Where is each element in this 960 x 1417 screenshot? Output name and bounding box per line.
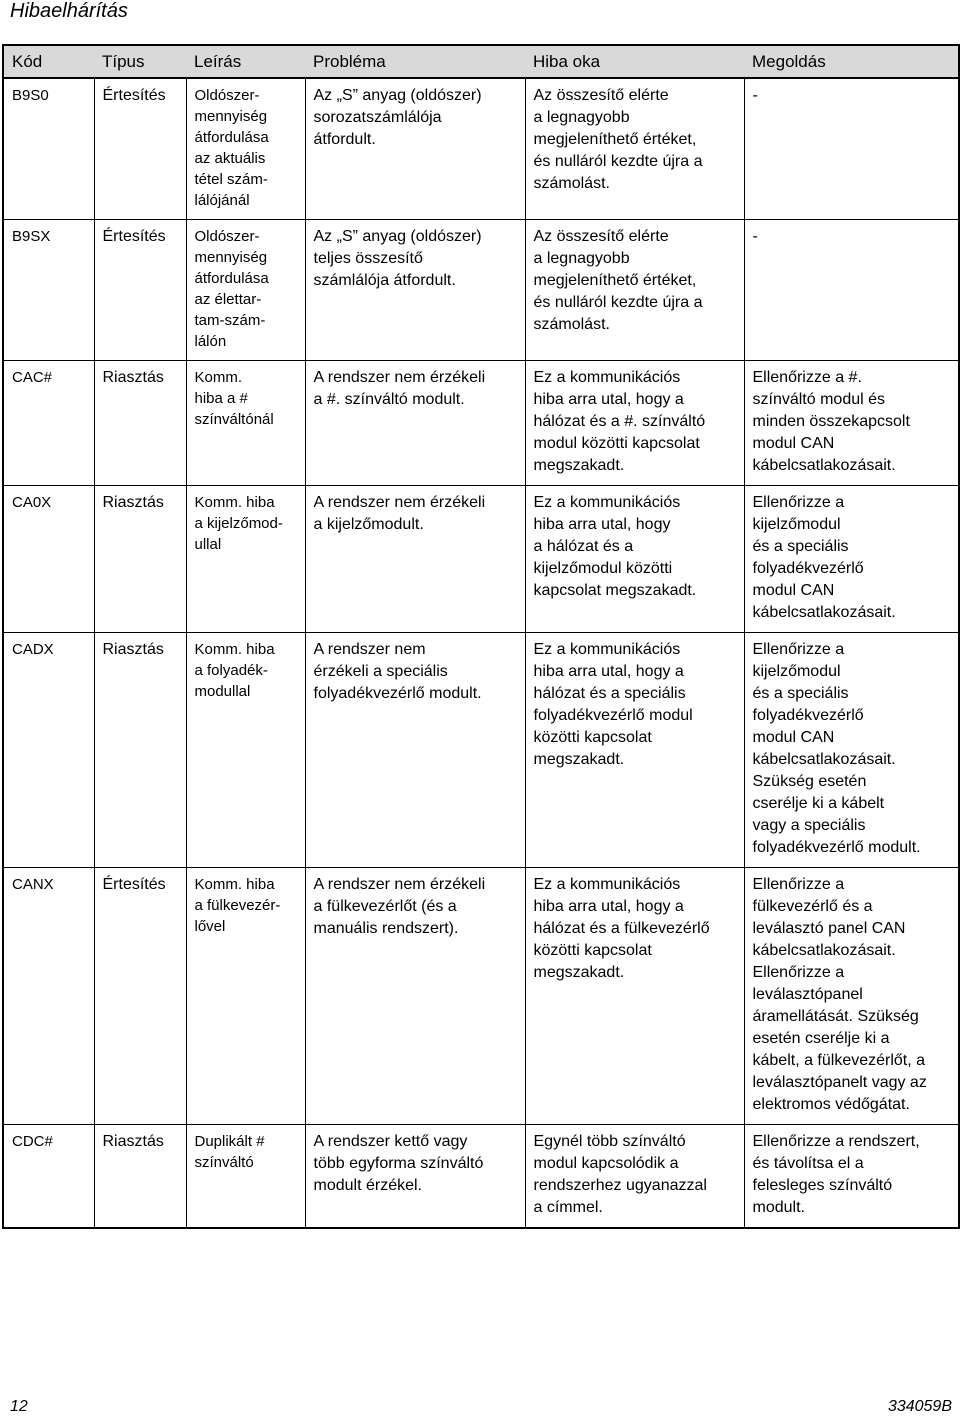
table-row [3,868,959,1125]
cause-cell: Ez a kommunikációs hiba arra utal, hogy a hálózat és a kijelzőmodul közötti kapcsolat megszakadt. [525,486,744,633]
code-cell: B9SX [3,220,94,361]
description-cell: Komm. hiba a kijelzőmod- ullal [186,486,305,633]
table-row [3,220,959,361]
solution-cell: Ellenőrizze a #. színváltó modul és minden összekapcsolt modul CAN kábelcsatlakozásait. [744,361,959,486]
problem-cell: A rendszer nem érzékeli a #. színváltó modult. [305,361,525,486]
table-row [3,633,959,868]
column-header-description: Leírás [186,45,305,78]
description-cell: Duplikált # színváltó [186,1125,305,1229]
code-cell: CDC# [3,1125,94,1229]
column-header-problem: Probléma [305,45,525,78]
type-cell: Riasztás [94,1125,186,1229]
description-cell: Komm. hiba a folyadék- modullal [186,633,305,868]
type-cell: Riasztás [94,361,186,486]
cause-cell: Az összesítő elérte a legnagyobb megjeleníthető értéket, és nulláról kezdte újra a számolást. [525,78,744,220]
cause-cell: Az összesítő elérte a legnagyobb megjeleníthető értéket, és nulláról kezdte újra a számolást. [525,220,744,361]
type-cell: Riasztás [94,633,186,868]
problem-cell: A rendszer kettő vagy több egyforma színváltó modult érzékel. [305,1125,525,1229]
table-row [3,78,959,220]
type-cell: Értesítés [94,220,186,361]
type-cell: Riasztás [94,486,186,633]
problem-cell: A rendszer nem érzékeli a kijelzőmodult. [305,486,525,633]
problem-cell: A rendszer nem érzékeli a fülkevezérlőt (és a manuális rendszert). [305,868,525,1125]
table-row [3,361,959,486]
cause-cell: Egynél több színváltó modul kapcsolódik a rendszerhez ugyanazzal a címmel. [525,1125,744,1229]
section-title: Hibaelhárítás [10,0,128,22]
type-cell: Értesítés [94,78,186,220]
solution-cell: - [744,78,959,220]
table-row [3,486,959,633]
page-number: 12 [10,1398,28,1415]
problem-cell: A rendszer nem érzékeli a speciális folyadékvezérlő modult. [305,633,525,868]
column-header-cause: Hiba oka [525,45,744,78]
type-cell: Értesítés [94,868,186,1125]
description-cell: Komm. hiba a # színváltónál [186,361,305,486]
code-cell: CANX [3,868,94,1125]
column-header-code: Kód [3,45,94,78]
problem-cell: Az „S” anyag (oldószer) sorozatszámlálója átfordult. [305,78,525,220]
table-header-row [3,45,959,78]
solution-cell: Ellenőrizze a kijelzőmodul és a speciális folyadékvezérlő modul CAN kábelcsatlakozásait. Szükség esetén cserélje ki a kábelt vagy a speciális folyadékvezérlő modult. [744,633,959,868]
code-cell: CAC# [3,361,94,486]
column-header-solution: Megoldás [744,45,959,78]
solution-cell: Ellenőrizze a fülkevezérlő és a leválasztó panel CAN kábelcsatlakozásait. Ellenőrizze a leválasztópanel áramellátását. Szükség esetén cserélje ki a kábelt, a fülkevezérlőt, a leválasztópanelt vagy az elektromos védőgátat. [744,868,959,1125]
problem-cell: Az „S” anyag (oldószer) teljes összesítő számlálója átfordult. [305,220,525,361]
description-cell: Oldószer- mennyiség átfordulása az élettar- tam-szám- lálón [186,220,305,361]
cause-cell: Ez a kommunikációs hiba arra utal, hogy a hálózat és a fülkevezérlő közötti kapcsolat megszakadt. [525,868,744,1125]
table-row [3,1125,959,1229]
solution-cell: - [744,220,959,361]
code-cell: B9S0 [3,78,94,220]
code-cell: CA0X [3,486,94,633]
document-number: 334059B [887,1398,952,1415]
column-header-type: Típus [94,45,186,78]
cause-cell: Ez a kommunikációs hiba arra utal, hogy a hálózat és a #. színváltó modul közötti kapcsolat megszakadt. [525,361,744,486]
solution-cell: Ellenőrizze a rendszert, és távolítsa el a felesleges színváltó modult. [744,1125,959,1229]
code-cell: CADX [3,633,94,868]
description-cell: Komm. hiba a fülkevezér- lővel [186,868,305,1125]
troubleshooting-table [2,44,960,1229]
description-cell: Oldószer- mennyiség átfordulása az aktuális tétel szám- lálójánál [186,78,305,220]
solution-cell: Ellenőrizze a kijelzőmodul és a speciális folyadékvezérlő modul CAN kábelcsatlakozásait. [744,486,959,633]
cause-cell: Ez a kommunikációs hiba arra utal, hogy a hálózat és a speciális folyadékvezérlő modul közötti kapcsolat megszakadt. [525,633,744,868]
